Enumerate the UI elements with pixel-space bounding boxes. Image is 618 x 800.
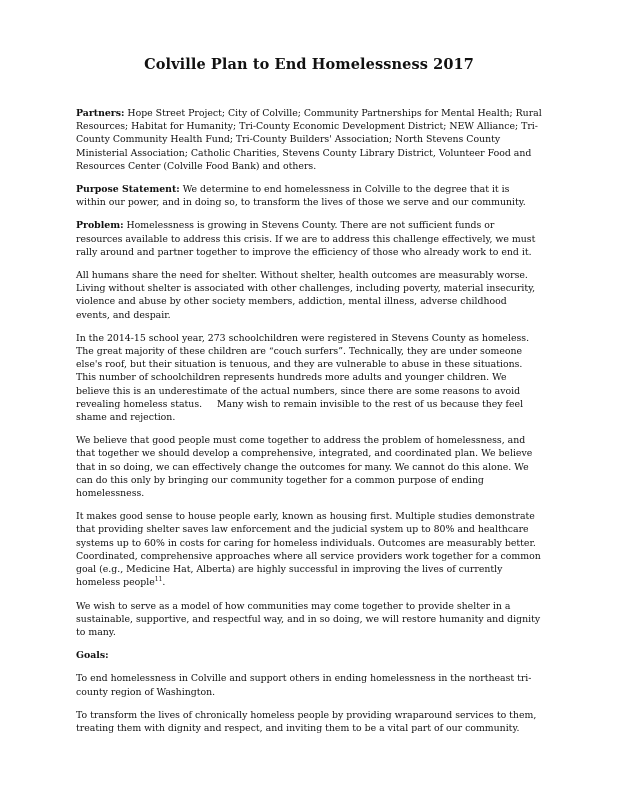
- model-paragraph: We wish to serve as a model of how communities may come together to provide shelter in a sustainable, supportive, and respectful way, and in so doing, we will restore humanity and dignity to many.: [76, 600, 541, 638]
- partners-paragraph: [76, 107, 542, 173]
- housing-first-end: .: [162, 577, 166, 589]
- footnote-marker: 11: [154, 576, 163, 584]
- partners-label: Partners:: [76, 108, 125, 119]
- housing-first-text: It makes good sense to house people early, known as housing first. Multiple studies demonstrate that providing shelter saves law enforcement and the judicial system up to 80% and healthcare systems up to 60% in costs for caring for homeless individuals. Outcomes are measurably better. Coordinated, comprehensive approaches where all service providers work together for a common goal (e.g., Medicine Hat, Alberta) are highly successful in improving the lives of currently homeless people: [76, 511, 541, 589]
- document-title: Colville Plan to End Homelessness 2017: [144, 56, 474, 73]
- purpose-paragraph: [76, 183, 542, 209]
- schoolchildren-paragraph: In the 2014-15 school year, 273 schoolchildren were registered in Stevens County as homeless. The great majority of these children are “couch surfers”. Technically, they are under someone else's roof, but their situation is tenuous, and they are vulnerable to abuse in these situations. This number of schoolchildren represents hundreds more adults and younger children. We believe this is an underestimate of the actual numbers, since there are some reasons to avoid revealing homeless status. Many wish to remain invisible to the rest of us because they feel shame and rejection.: [76, 332, 533, 424]
- shelter-paragraph: All humans share the need for shelter. Without shelter, health outcomes are measurably worse. Living without shelter is associated with other challenges, including poverty, material insecurity, violence and abuse by other society members, addiction, mental illness, adverse childhood events, and despair.: [76, 270, 536, 321]
- purpose-label: Purpose Statement:: [76, 184, 180, 196]
- problem-paragraph: [76, 219, 542, 259]
- goal-item: To end homelessness in Colville and support others in ending homelessness in the northeast tri-county region of Washington.: [76, 673, 532, 698]
- community-paragraph: We believe that good people must come together to address the problem of homelessness, and that together we should develop a comprehensive, integrated, and coordinated plan. We believe that in so doing, we can effectively change the outcomes for many. We cannot do this alone. We can do this only by bringing our community together for a common purpose of ending homelessness.: [76, 435, 533, 500]
- partners-text: Hope Street Project; City of Colville; Community Partnerships for Mental Health; Rural Resources; Habitat for Humanity; Tri-County Economic Development District; NEW Alliance; Tri-County Community Health Fund; Tri-County Builders' Association; North Stevens County Ministerial Association; Catholic Charities, Stevens County Library District, Volunteer Food and Resources Center (Colville Food Bank) and others.: [76, 108, 542, 172]
- housing-first-paragraph: [76, 510, 542, 589]
- problem-label: Problem:: [76, 220, 124, 232]
- goals-heading: Goals:: [76, 650, 109, 662]
- purpose-text: We determine to end homelessness in Colville to the degree that it is within our power, and in doing so, to transform the lives of those we serve and our community.: [76, 184, 526, 209]
- problem-text: Homelessness is growing in Stevens County. There are not sufficient funds or resources available to address this crisis. If we are to address this challenge effectively, we must rally around and partner together to improve the efficiency of those who already work to end it.: [76, 220, 536, 258]
- goal-item: To transform the lives of chronically homeless people by providing wraparound services to them, treating them with dignity and respect, and inviting them to be a vital part of our community.: [76, 709, 537, 734]
